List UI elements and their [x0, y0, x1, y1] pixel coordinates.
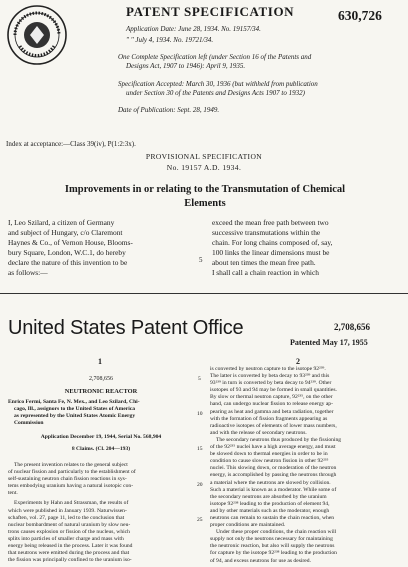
brit-right-line: I shall call a chain reaction in which [212, 268, 319, 277]
us-left-body [8, 462, 194, 564]
body-line: of the 92²³⁵ nuclei have a high average energy, and must [210, 444, 336, 451]
body-line: of 94, and excess neutrons for use as desired. [210, 557, 311, 564]
application-date-2: " " July 4, 1934. No. 19721/34. [126, 36, 214, 44]
inventor-line: Enrico Fermi, Santa Fe, N. Mex., and Leo Szilard, Chi- [8, 399, 140, 405]
index-at-acceptance: Index at acceptance:—Class 39(iv), P(1:2:3x). [6, 140, 136, 148]
body-line: is converted by neutron capture to the isotope 92²³⁹. [210, 366, 326, 372]
body-line: tems embodying uranium having a natural isotopic con- [8, 483, 134, 490]
patent-number: 630,726 [338, 8, 382, 23]
body-line: By slow or thermal neutron capture, 92²³⁵, on the other [210, 394, 333, 401]
document-title: PATENT SPECIFICATION [126, 4, 295, 19]
specification-title-line-2: Elements [184, 198, 226, 209]
body-line: nuclear bombardment of natural uranium by slow neu- [8, 521, 131, 528]
us-patent-no-inline: 2,708,656 [89, 376, 113, 382]
line-number: 15 [197, 446, 203, 452]
body-line: pearing as heat and gamma and beta radiation, together [210, 408, 334, 415]
line-number: 25 [197, 517, 203, 523]
body-line: energy, is accomplished by passing the neutrons through [210, 472, 337, 479]
brit-left-column [8, 218, 194, 278]
column-number-1: 1 [98, 357, 102, 366]
brit-left-line: as follows:— [8, 268, 48, 277]
brit-right-line: successive transmutations within the [212, 228, 321, 237]
body-line: tent. [8, 490, 18, 497]
line-number: 20 [197, 482, 203, 488]
body-line: of nuclear fission and particularly to the establishment of [8, 469, 136, 476]
body-line: a material where the neutrons are slowed by collision. [210, 479, 331, 486]
specification-title-line-1: Improvements in or relating to the Transmutation of Chemical [64, 184, 346, 195]
us-patent-number: 2,708,656 [334, 322, 370, 332]
body-line: and with the release of secondary neutrons. [210, 429, 307, 436]
body-line: neutrons can remain to sustain the chain reaction, when [210, 514, 335, 521]
brit-line-marker: 5 [199, 256, 203, 264]
body-line: schaften, vol. 27, page 11, led to the conclusion that [8, 514, 125, 521]
body-line: The latter is converted by beta decay to 93²³⁹ and this [210, 373, 330, 380]
accepted-2: under Section 30 of the Patents and Designs Acts 1907 to 1932) [126, 89, 305, 97]
brit-left-line: bury Square, London, W.C.1, do hereby [8, 248, 126, 257]
brit-left-line: Haynes & Co., of Vernon House, Blooms- [8, 238, 133, 247]
body-line: supply not only the neutrons necessary for maintaining [210, 536, 333, 543]
body-line: splits into particles of smaller charge and mass with [8, 535, 124, 542]
accepted-1: Specification Accepted: March 30, 1936 (but withheld from publication [118, 80, 318, 88]
body-line: energy being released in the process. Later it was found [8, 543, 133, 550]
application-date-1: Application Date: June 28, 1934. No. 19157/34. [126, 25, 261, 33]
brit-left-line: I, Leo Szilard, a citizen of Germany [8, 218, 115, 227]
body-line: isotopes of 93 and 94 may be formed in small quantities. [210, 387, 337, 394]
complete-spec-2: Designs Act, 1907 to 1946): April 9, 1935. [126, 62, 246, 70]
body-line: The secondary neutrons thus produced by the fissioning [216, 436, 342, 443]
body-line: for capture by the isotope 92²³⁸ leading to the production [210, 550, 337, 557]
brit-right-line: exceed the mean free path between two [212, 218, 329, 227]
brit-left-line: declare the nature of this invention to be [8, 258, 128, 267]
brit-right-line: 100 links the linear dimensions must be [212, 248, 330, 257]
brit-left-line: and subject of Hungary, c/o Claremont [8, 228, 123, 237]
body-line: the neutronic reaction, but also will supply the neutrons [210, 543, 335, 550]
body-line: radioactive isotopes of elements of lower mass numbers, [210, 422, 337, 429]
body-line: trons causes explosion or fission of the nucleus, which [8, 528, 130, 535]
page-divider [0, 293, 408, 294]
body-line: Such a material is known as a moderator. While some of [210, 486, 337, 493]
body-line: the secondary neutrons are absorbed by the uranium [210, 493, 327, 500]
complete-spec-1: One Complete Specification left (under Section 16 of the Patents and [118, 53, 312, 61]
us-invention-title: NEUTRONIC REACTOR [64, 388, 138, 395]
inventor-line: cago, Ill., assignors to the United States of America [14, 406, 136, 413]
body-line: proper conditions are maintained. [210, 522, 286, 529]
body-line: hand, can undergo nuclear fission to release energy ap- [210, 401, 333, 408]
us-right-body [210, 366, 402, 565]
body-line: isotope 92²³⁸ leading to the production of element 94, [210, 500, 330, 507]
column-number-2: 2 [296, 357, 300, 366]
body-line: that neutrons were emitted during the process and that [8, 550, 130, 557]
brit-right-line: chain. For long chains composed of, say, [212, 238, 333, 247]
patent-office-seal [6, 4, 68, 66]
inventor-line: Commission [14, 420, 44, 427]
publication-date: Date of Publication: Sept. 28, 1949. [118, 106, 220, 114]
line-number: 10 [197, 411, 203, 417]
body-line: with the formation of fission fragments appearing as [210, 415, 328, 422]
brit-right-column [212, 218, 402, 278]
body-line: self-sustaining neutron chain fission reactions in sys- [8, 476, 127, 483]
body-line: 93²³⁹ in turn is converted by beta decay to 94²³⁹. Other [210, 380, 332, 387]
body-line: condition to cause slow neutron fission in other 92²³⁵ [210, 458, 329, 465]
body-line: The present invention relates to the general subject [14, 462, 128, 468]
body-line: and by other materials such as the moderator, enough [210, 507, 330, 514]
brit-right-line: about ten times the mean free path. [212, 258, 316, 267]
body-line: be slowed down to thermal energies in order to be in [210, 451, 328, 458]
line-number: 5 [198, 376, 201, 382]
us-patented-date: Patented May 17, 1955 [290, 338, 368, 347]
us-inventors [8, 399, 194, 427]
body-line: which were published in January 1939. Naturwissen- [8, 507, 127, 514]
us-application: Application December 19, 1944, Serial No. 568,904 [40, 434, 162, 440]
body-line: the fission was principally confined to the uranium iso- [8, 557, 132, 564]
us-claims: 8 Claims. (Cl. 204—193) [71, 446, 131, 452]
inventor-line: as represented by the United States Atomic Energy [14, 413, 136, 420]
body-line: nuclei. This slowing down, or moderation of the neutron [210, 465, 337, 472]
body-line: Under these proper conditions, the chain reaction will [216, 529, 337, 536]
body-line: Experiments by Hahn and Strassman, the results of [14, 500, 129, 507]
us-patent-office-heading: United States Patent Office [8, 317, 244, 339]
provisional-number: No. 19157 A.D. 1934. [166, 163, 242, 172]
provisional-heading: PROVISIONAL SPECIFICATION [145, 152, 263, 161]
